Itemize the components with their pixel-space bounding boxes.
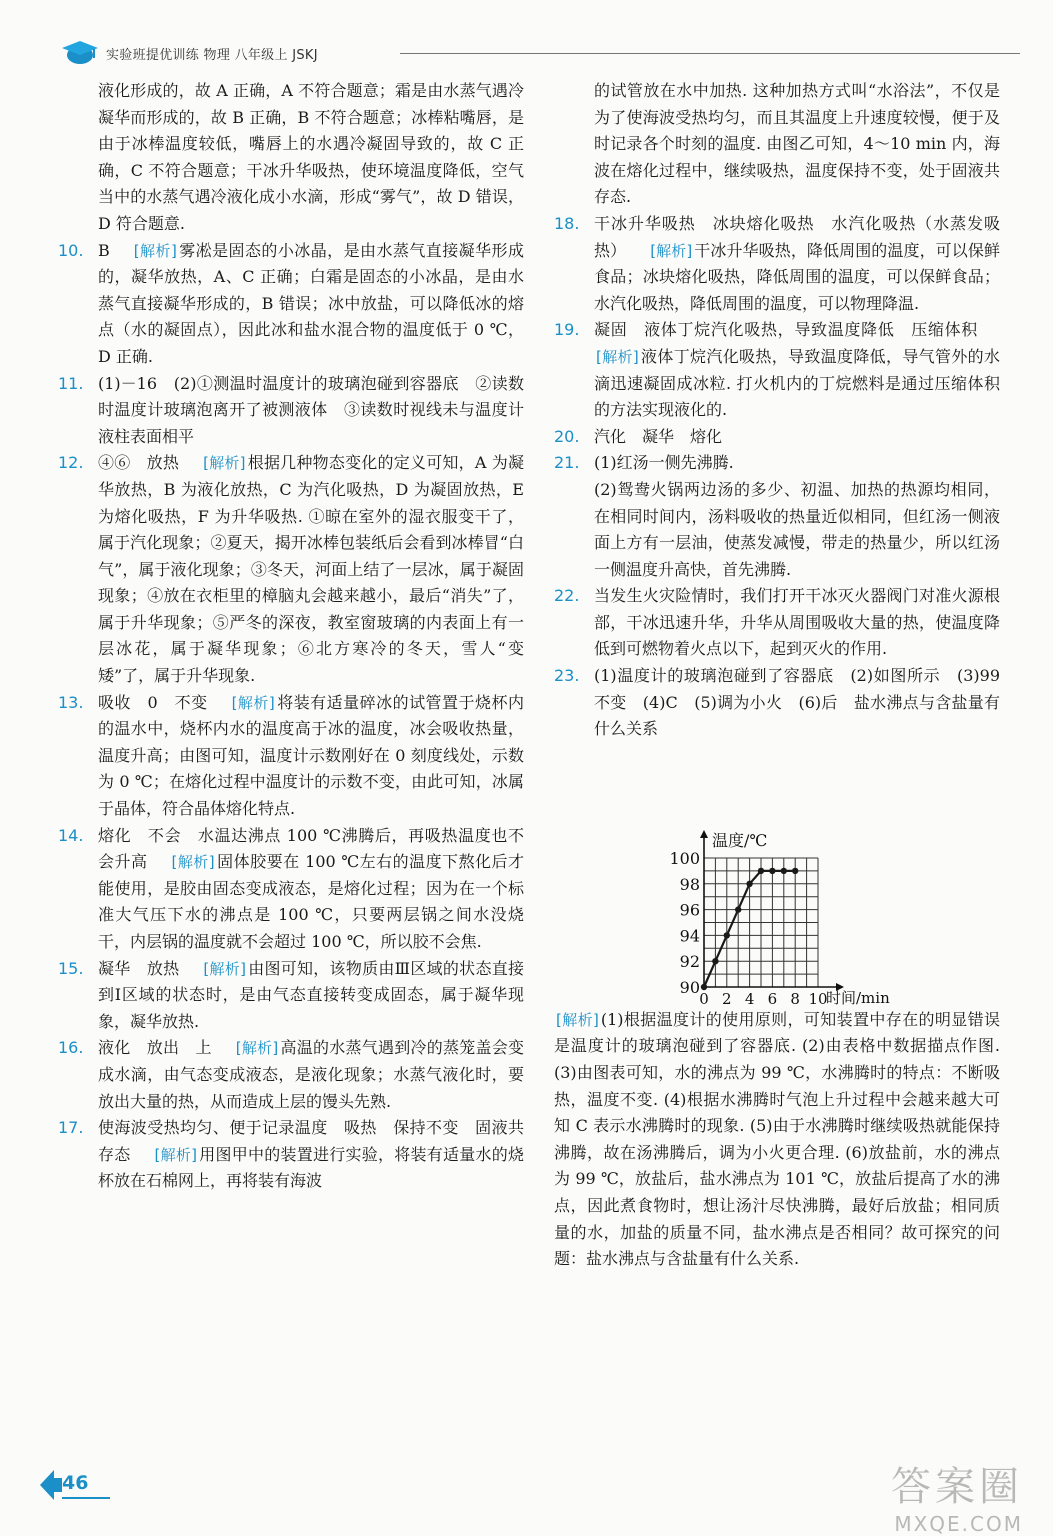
analysis-label: [ 解析 ]	[153, 1146, 199, 1164]
analysis-text: (1)根据温度计的使用原则，可知装置中存在的明显错误是温度计的玻璃泡碰到了容器底. (2)由表格中数据描点作图. (3)由图表可知，水的沸点为 99 ℃，水沸腾时的特点：不断吸热，温度不变. (4)根据水沸腾时气泡上升过程中会越来越大可知 C 表示水沸腾时的现象. (5)由于水沸腾时继续吸热就能保持沸腾，故在汤沸腾后，调为小火更合理. (6)放盐前，水的沸点为 99 ℃，放盐后，盐水沸点为 101 ℃，放盐后提高了水的沸点，因此煮食物时，想让汤汁尽快沸腾，最好后放盐；相同质量的水，加盐的质量不同，盐水沸点是否相同？故可探究的问题：盐水沸点与含盐量有什么关系.	[554, 1009, 1000, 1269]
analysis-text: 雾凇是固态的小冰晶，是由水蒸气直接凝华形成的，凝华放热，A、C 正确；白霜是固态的小冰晶，是由水蒸气直接凝华形成的，B 错误；冰中放盐，可以降低冰的熔点（水的凝固点），因此冰和盐水混合物的温度低于 0 ℃，D 正确.	[98, 240, 524, 366]
page-number-badge	[40, 1470, 120, 1500]
answer-10	[58, 238, 524, 371]
y-axis-arrow	[700, 830, 708, 838]
header-rule	[400, 53, 1020, 54]
item-number: 18.	[554, 213, 580, 233]
answer-text: 汽化 凝华 熔化	[594, 426, 723, 446]
answer-19	[554, 317, 1000, 423]
answer-text: 使海波受热均匀、便于记录温度 吸热 保持不变 固液共存态	[98, 1118, 524, 1164]
x-tick-label: 2	[722, 989, 732, 1007]
data-point	[769, 868, 775, 874]
answer-15	[58, 956, 524, 1036]
answer-text: 当发生火灾险情时，我们打开干冰灭火器阀门对准火源根部，干冰迅速升华，升华从周围吸收大量的热，使温度降低到可燃物着火点以下，起到灭火的作用.	[594, 586, 1000, 659]
analysis-label: [ 解析 ]	[201, 454, 247, 472]
data-point	[792, 868, 798, 874]
answer-9-continued: 液化形成的，故 A 正确，A 不符合题意；霜是由水蒸气遇冷凝华而形成的，故 B 正确，B 不符合题意；冰棒粘嘴唇，是由于冰棒温度较低，嘴唇上的水遇冷凝固导致的，故 C 正确，C 不符合题意；干冰升华吸热，使环境温度降低，空气当中的水蒸气遇冷液化成小水滴，形成“雾气”，故 D 错误，D 符合题意.	[98, 81, 524, 233]
analysis-label: [ 解析 ]	[234, 1039, 280, 1057]
analysis-label: [ 解析 ]	[648, 242, 694, 260]
answer-text: B	[98, 240, 110, 260]
boiling-chart	[554, 743, 1000, 1007]
answer-text: 吸收 0 不变	[98, 692, 208, 712]
watermark-logo-text: 答案圈	[891, 1464, 1023, 1510]
answer-23-analysis	[554, 1007, 1000, 1273]
item-number: 21.	[554, 453, 580, 473]
boiling-chart-svg	[554, 743, 1000, 1007]
x-tick-label: 8	[790, 989, 800, 1007]
answer-text: 液化 放出 上	[98, 1038, 212, 1058]
answer-14	[58, 823, 524, 956]
data-point	[701, 984, 707, 990]
data-point	[781, 868, 787, 874]
analysis-text: 用图甲中的装置进行实验，将装有适量水的烧杯放在石棉网上，再将装有海波	[98, 1144, 524, 1191]
page-header	[60, 38, 1020, 68]
item-number: 23.	[554, 666, 580, 686]
analysis-text: 由图可知，该物质由Ⅲ区域的状态直接到Ⅰ区域的状态时，是由气态直接转变成固态，属于凝华现象，凝华放热.	[98, 958, 524, 1031]
y-axis-label: 温度/℃	[712, 830, 768, 850]
answer-text: 熔化 不会 水温达沸点 100 ℃沸腾后，再吸热温度也不会升高	[98, 825, 524, 872]
answer-21	[554, 450, 1000, 583]
left-column	[58, 78, 524, 1195]
answer-text: (1)－16 (2)①测温时温度计的玻璃泡碰到容器底 ②读数时温度计玻璃泡离开了被测液体 ③读数时视线未与温度计液柱表面相平	[98, 373, 524, 446]
data-point	[735, 906, 741, 912]
data-point	[712, 958, 718, 964]
analysis-text: 液体丁烷汽化吸热，导致温度降低，导气管外的水滴迅速凝固成冰粒. 打火机内的丁烷燃料是通过压缩体积的方法实现液化的.	[594, 346, 1000, 420]
answer-16	[58, 1035, 524, 1115]
y-tick-label: 100	[669, 848, 700, 868]
item-number: 13.	[58, 692, 84, 712]
answer-12	[58, 450, 524, 689]
y-tick-label: 98	[679, 874, 700, 894]
data-point	[746, 880, 752, 886]
analysis-label: [ 解析 ]	[132, 242, 179, 260]
right-column	[554, 78, 1017, 1273]
item-number: 16.	[58, 1038, 84, 1058]
item-number: 19.	[554, 320, 580, 340]
item-number: 12.	[58, 453, 84, 473]
item-number: 17.	[58, 1118, 84, 1138]
analysis-label: [ 解析 ]	[169, 853, 216, 871]
answer-13	[58, 690, 524, 823]
y-tick-label: 94	[679, 926, 700, 946]
analysis-label: [ 解析 ]	[554, 1011, 601, 1029]
answer-text: 干冰升华吸热 冰块熔化吸热 水汽化吸热（水蒸发吸热）	[594, 213, 1000, 260]
analysis-text: 干冰升华吸热，降低周围的温度，可以保鲜食品；冰块熔化吸热，降低周围的温度，可以保鲜食品；水汽化吸热，降低周围的温度，可以物理降温.	[594, 240, 1000, 313]
x-tick-label: 0	[699, 989, 709, 1007]
item-number: 20.	[554, 426, 580, 446]
answer-20	[554, 424, 1000, 451]
item-number: 22.	[554, 586, 580, 606]
data-point	[758, 868, 764, 874]
answer-text: 凝华 放热	[98, 958, 180, 978]
analysis-text: 根据几种物态变化的定义可知，A 为凝华放热，B 为液化放热，C 为汽化吸热，D 为凝固放热，E 为熔化吸热，F 为升华吸热. ①晾在室外的湿衣服变干了，属于汽化现象；②夏天，揭开冰棒包装纸后会看到冰棒冒“白气”，属于液化现象；③冬天，河面上结了一层冰，属于凝固现象；④放在衣柜里的樟脑丸会越来越小，最后“消失”了，属于升华现象；⑤严冬的深夜，教室窗玻璃的内表面上有一层冰花，属于凝华现象；⑥北方寒冷的冬天，雪人“变矮”了，属于升华现象.	[98, 453, 524, 686]
answer-text: 凝固 液体丁烷汽化吸热，导致温度降低 压缩体积	[594, 320, 978, 340]
answer-22	[554, 583, 1000, 663]
analysis-text: 高温的水蒸气遇到冷的蒸笼盖会变成水滴，由气态变成液态，是液化现象；水蒸气液化时，要放出大量的热，从而造成上层的馒头先熟.	[98, 1038, 524, 1111]
analysis-text: 固体胶要在 100 ℃左右的温度下熬化后才能使用，是胶由固态变成液态，是熔化过程；因为在一个标准大气压下水的沸点是 100 ℃，只要两层锅之间水没烧干，内层锅的温度就不会超过 100 ℃，所以胶不会焦.	[98, 852, 524, 951]
answer-11	[58, 371, 524, 451]
x-tick-label: 6	[767, 989, 778, 1007]
answer-21-part-1: (1)红汤一侧先沸腾.	[594, 453, 734, 473]
x-tick-label: 4	[744, 989, 755, 1007]
graduation-cap-icon	[60, 38, 100, 66]
analysis-label: [ 解析 ]	[594, 348, 641, 366]
watermark	[891, 1455, 1023, 1536]
item-number: 14.	[58, 825, 84, 845]
x-axis-label: 时间/min	[826, 988, 890, 1007]
analysis-text: 将装有适量碎冰的试管置于烧杯内的温水中，烧杯内水的温度高于冰的温度，冰会吸收热量，温度升高；由图可知，温度计示数刚好在 0 刻度线处，示数为 0 ℃；在熔化过程中温度计的示数不变，由此可知，冰属于晶体，符合晶体熔化特点.	[98, 692, 524, 819]
item-number: 15.	[58, 958, 84, 978]
x-tick-label: 10	[808, 989, 828, 1007]
data-point	[724, 932, 730, 938]
item-number: 10.	[58, 240, 84, 260]
answer-text: (1)温度计的玻璃泡碰到了容器底 (2)如图所示 (3)99 不变 (4)C (5)调为小火 (6)后 盐水沸点与含盐量有什么关系	[594, 666, 1017, 739]
y-tick-label: 92	[679, 952, 700, 972]
item-number: 11.	[58, 373, 84, 393]
watermark-url: MXQE.COM	[894, 1512, 1023, 1536]
answer-23	[554, 663, 1017, 743]
page-number: 46	[62, 1472, 89, 1494]
answer-21-part-2: (2)鸳鸯火锅两边汤的多少、初温、加热的热源均相同，在相同时间内，汤料吸收的热量近似相同，但红汤一侧液面上方有一层油，使蒸发减慢，带走的热量少，所以红汤一侧温度升高快，首先沸腾.	[594, 479, 1000, 579]
answer-text: ④⑥ 放热	[98, 453, 180, 473]
y-tick-label: 96	[679, 900, 700, 920]
answer-17-continued: 的试管放在水中加热. 这种加热方式叫“水浴法”，不仅是为了使海波受热均匀，而且其温度上升速度较慢，便于及时记录各个时刻的温度. 由图乙可知，4～10 min 内，海波在熔化过程中，继续吸热，温度保持不变，处于固液共存态.	[594, 81, 1000, 207]
answer-18	[554, 211, 1000, 317]
answer-17	[58, 1115, 524, 1195]
header-title: 实验班提优训练 物理 八年级上 JSKJ	[106, 48, 318, 63]
y-tick-label: 90	[679, 977, 700, 997]
analysis-label: [ 解析 ]	[201, 960, 248, 978]
analysis-label: [ 解析 ]	[230, 694, 277, 712]
